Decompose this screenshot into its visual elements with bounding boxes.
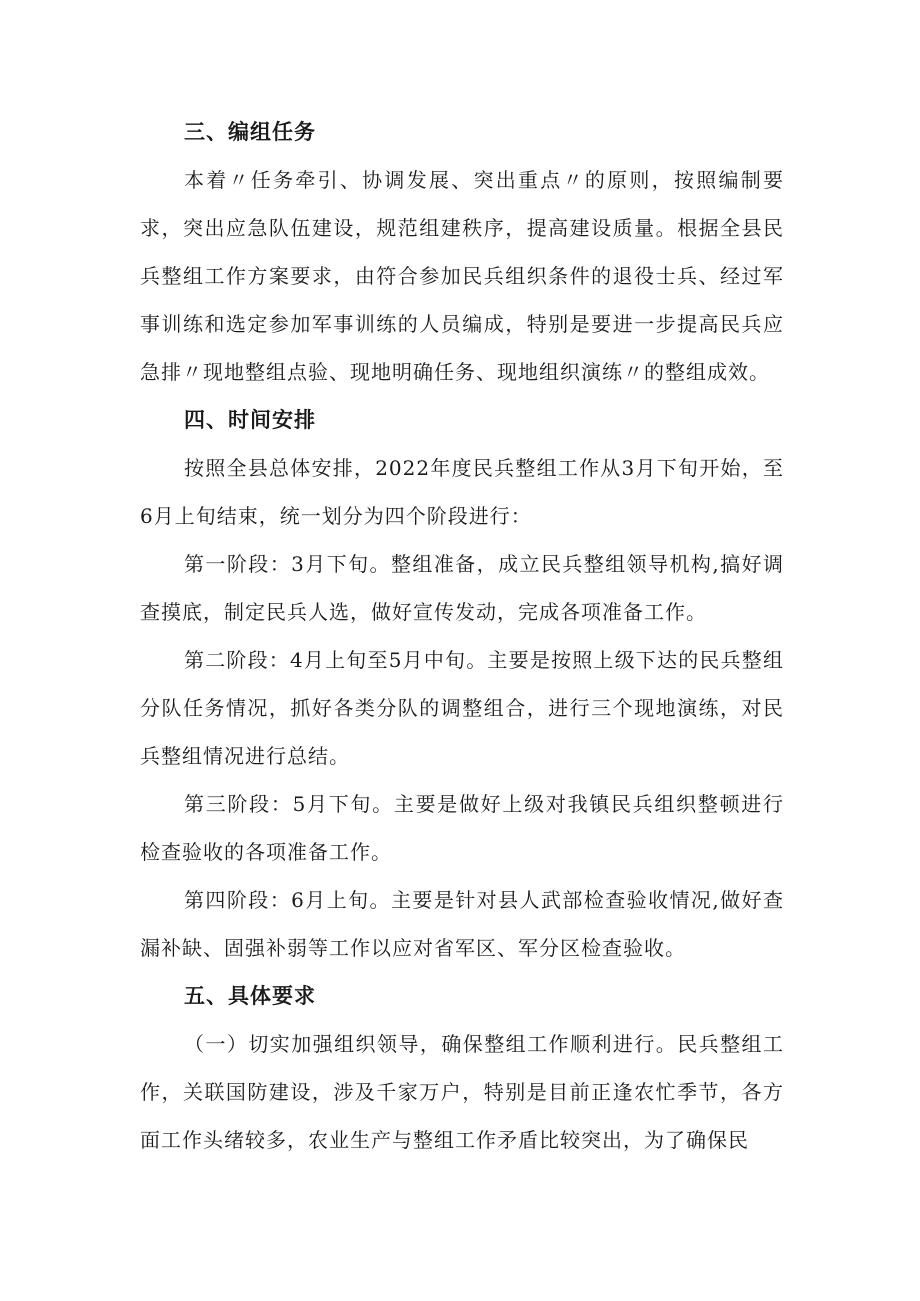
paragraph-stage-one: 第一阶段：3月下旬。整组准备，成立民兵整组领导机构,搞好调查摸底，制定民兵人选，做好宣传发动，完成各项准备工作。: [140, 552, 784, 624]
document-body: [140, 108, 784, 1164]
paragraph-stage-three: 第三阶段：5月下旬。主要是做好上级对我镇民兵组织整顿进行检查验收的各项准备工作。: [140, 792, 784, 864]
section-heading-schedule: 四、时间安排: [184, 408, 316, 432]
paragraph-schedule-overview: 按照全县总体安排，2022年度民兵整组工作从3月下旬开始，至6月上旬结束，统一划分为四个阶段进行：: [140, 456, 784, 528]
paragraph-stage-two: 第二阶段：4月上旬至5月中旬。主要是按照上级下达的民兵整组分队任务情况，抓好各类分队的调整组合，进行三个现地演练，对民兵整组情况进行总结。: [140, 648, 784, 768]
paragraph-stage-four: 第四阶段：6月上旬。主要是针对县人武部检查验收情况,做好查漏补缺、固强补弱等工作以应对省军区、军分区检查验收。: [140, 888, 784, 960]
section-heading-requirements: 五、具体要求: [184, 984, 316, 1008]
paragraph-grouping-principle: 本着〃任务牵引、协调发展、突出重点〃的原则，按照编制要求，突出应急队伍建设，规范组建秩序，提高建设质量。根据全县民兵整组工作方案要求，由符合参加民兵组织条件的退役士兵、经过军事训练和选定参加军事训练的人员编成，特别是要进一步提高民兵应急排〃现地整组点验、现地明确任务、现地组织演练〃的整组成效。: [140, 168, 784, 384]
section-heading-grouping-tasks: 三、编组任务: [184, 120, 316, 144]
paragraph-requirement-one: （一）切实加强组织领导，确保整组工作顺利进行。民兵整组工作，关联国防建设，涉及千家万户，特别是目前正逢农忙季节，各方面工作头绪较多，农业生产与整组工作矛盾比较突出，为了确保民: [140, 1032, 784, 1152]
